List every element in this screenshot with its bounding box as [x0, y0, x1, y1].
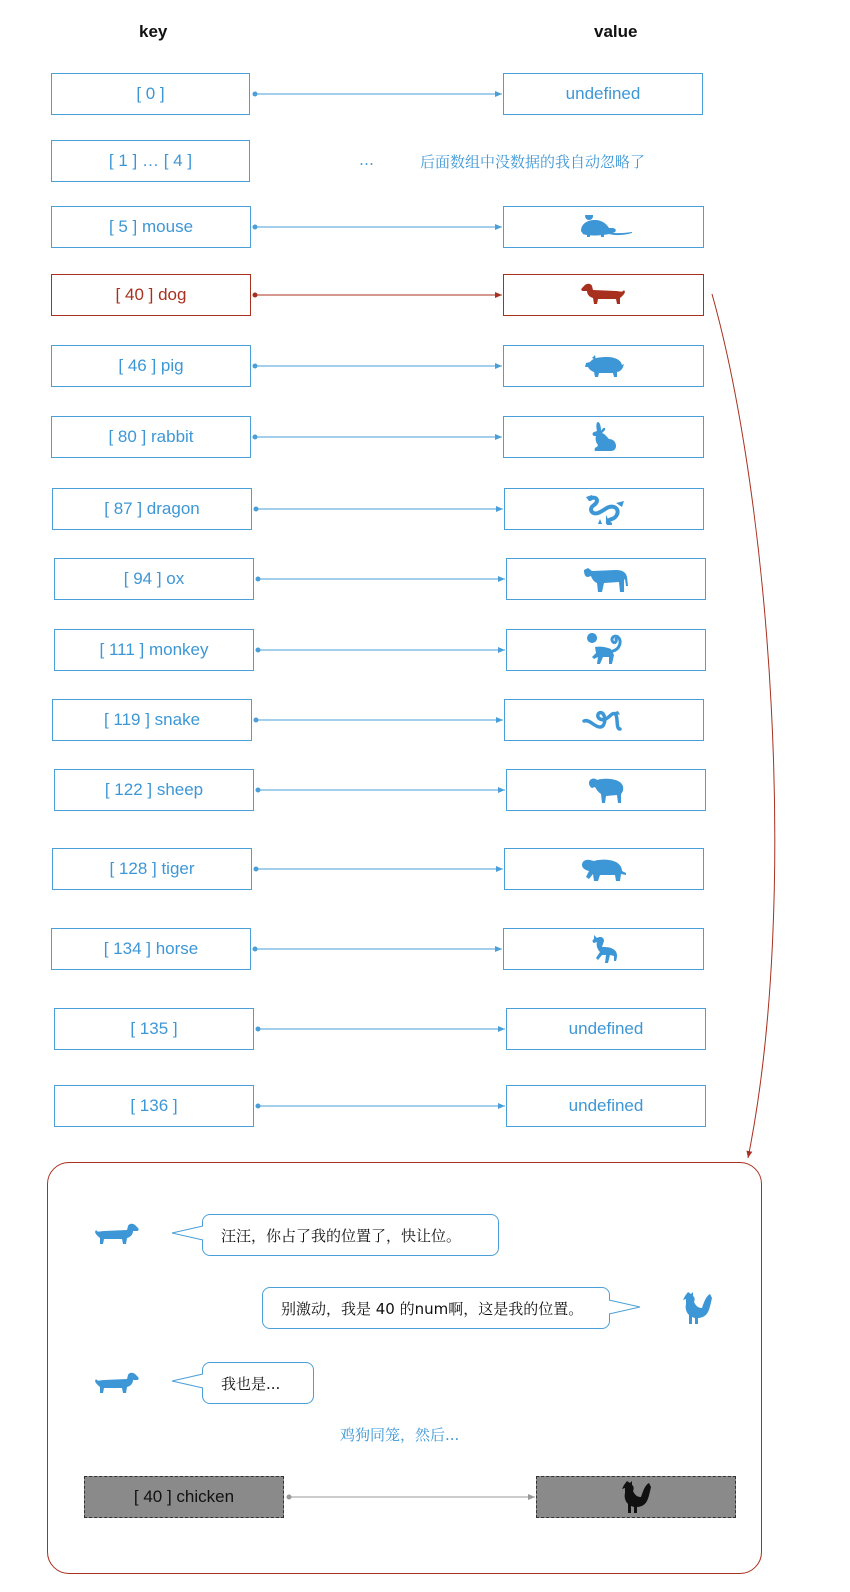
value-box-46	[503, 345, 704, 387]
arrow-row-5	[253, 225, 503, 230]
dragon-icon	[582, 493, 626, 525]
arrow-row-94	[256, 577, 506, 582]
ox-icon	[582, 564, 630, 594]
collision-curve-arrow	[712, 294, 775, 1158]
value-box-128	[504, 848, 704, 890]
dialog-caption: 鸡狗同笼，然后...	[340, 1426, 460, 1444]
sheep-icon	[586, 775, 626, 805]
key-box-87: [ 87 ] dragon	[52, 488, 252, 530]
arrow-row-122	[256, 788, 506, 793]
value-box-94	[506, 558, 706, 600]
dog-icon	[92, 1222, 140, 1248]
arrow-row-111	[256, 648, 506, 653]
arrow-row-87	[254, 507, 504, 512]
value-box-135: undefined	[506, 1008, 706, 1050]
skip-note: 后面数组中没数据的我自动忽略了	[420, 153, 646, 171]
final-value-box-40	[536, 1476, 736, 1518]
ellipsis-mark: …	[359, 151, 374, 169]
speech-bubble-rooster: 别激动，我是 40 的num啊，这是我的位置。	[262, 1287, 610, 1329]
arrow-row-119	[254, 718, 504, 723]
arrow-row-80	[253, 435, 503, 440]
monkey-icon	[586, 633, 626, 667]
arrow-row-0	[253, 92, 503, 97]
key-box-0: [ 0 ]	[51, 73, 250, 115]
pig-icon	[583, 353, 625, 379]
dog-icon	[92, 1371, 140, 1397]
final-key-box-40: [ 40 ] chicken	[84, 1476, 284, 1518]
value-box-111	[506, 629, 706, 671]
key-box-122: [ 122 ] sheep	[54, 769, 254, 811]
key-box-5: [ 5 ] mouse	[51, 206, 251, 248]
value-box-119	[504, 699, 704, 741]
key-box-134: [ 134 ] horse	[51, 928, 251, 970]
key-box-135: [ 135 ]	[54, 1008, 254, 1050]
key-box-111: [ 111 ] monkey	[54, 629, 254, 671]
value-box-87	[504, 488, 704, 530]
dog-icon	[580, 282, 628, 308]
arrow-row-40	[253, 293, 503, 298]
key-box-128: [ 128 ] tiger	[52, 848, 252, 890]
rooster-icon	[619, 1479, 653, 1515]
key-box-80: [ 80 ] rabbit	[51, 416, 251, 458]
arrow-row-135	[256, 1027, 506, 1032]
value-box-134	[503, 928, 704, 970]
key-box-136: [ 136 ]	[54, 1085, 254, 1127]
speech-bubble-dog-2: 我也是...	[202, 1362, 314, 1404]
value-box-80	[503, 416, 704, 458]
value-box-40	[503, 274, 704, 316]
mouse-icon	[575, 215, 633, 239]
value-box-5	[503, 206, 704, 248]
key-column-header: key	[139, 22, 168, 41]
arrow-row-128	[254, 867, 504, 872]
key-box-1-4: [ 1 ] … [ 4 ]	[51, 140, 250, 182]
arrow-row-46	[253, 364, 503, 369]
rooster-icon	[680, 1290, 714, 1326]
value-box-122	[506, 769, 706, 811]
value-box-0: undefined	[503, 73, 703, 115]
value-column-header: value	[594, 22, 638, 41]
key-box-46: [ 46 ] pig	[51, 345, 251, 387]
key-box-119: [ 119 ] snake	[52, 699, 252, 741]
value-box-136: undefined	[506, 1085, 706, 1127]
key-box-94: [ 94 ] ox	[54, 558, 254, 600]
key-box-40: [ 40 ] dog	[51, 274, 251, 316]
tiger-icon	[580, 855, 628, 883]
arrow-row-136	[256, 1104, 506, 1109]
horse-icon	[588, 933, 620, 965]
rabbit-icon	[589, 421, 619, 453]
snake-icon	[582, 705, 626, 735]
arrow-row-134	[253, 947, 503, 952]
speech-bubble-dog-1: 汪汪，你占了我的位置了，快让位。	[202, 1214, 499, 1256]
